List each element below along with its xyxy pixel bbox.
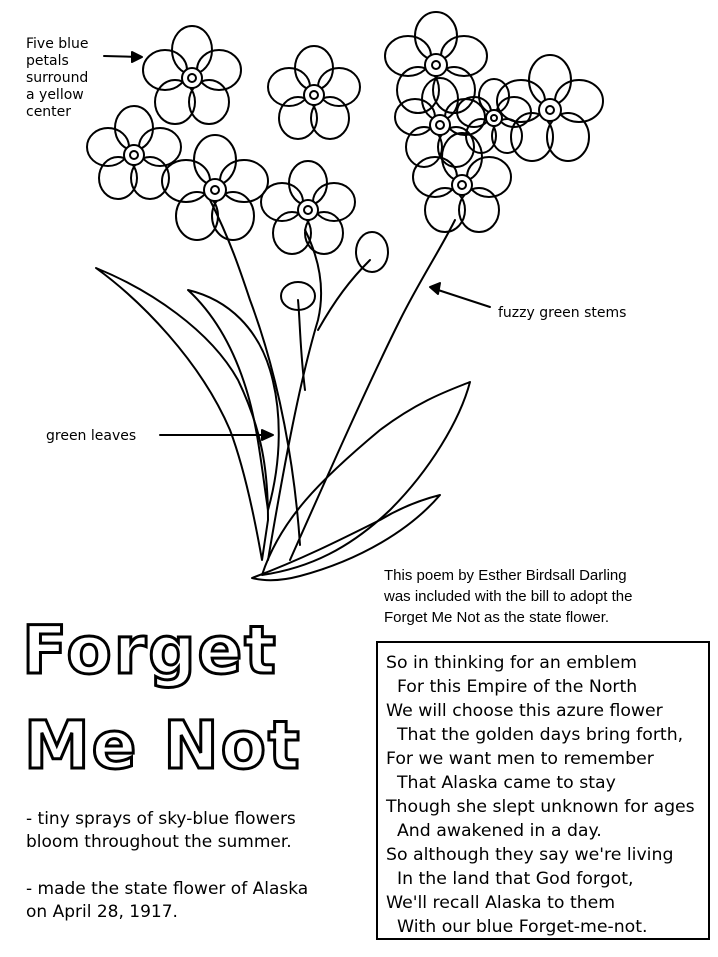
poem-line: We'll recall Alaska to them [386,893,616,913]
left-leaf [96,268,268,560]
flower-9 [457,79,531,153]
poem-line: With our blue Forget-me-not. [386,917,648,937]
poem-line: We will choose this azure flower [386,701,663,721]
poem-line: For this Empire of the North [386,677,638,697]
stems-annotation: fuzzy green stems [498,305,627,321]
stem-bud2 [298,300,305,390]
poem-line: That the golden days bring forth, [386,725,684,745]
poem-intro: This poem by Esther Birdsall Darling was included with the bill to adopt the Forget Me Not as the state flower. [384,567,633,626]
poem-box [376,641,710,940]
flower-8 [497,55,603,161]
poem-line: That Alaska came to stay [386,773,616,793]
petals-annotation: Five blue petals surround a yellow center [26,36,89,120]
arrow-stems [430,283,490,307]
title-line-1: Forget [22,612,278,689]
bud-1 [356,232,388,272]
poem-line: So although they say we're living [386,845,674,865]
poem-line: So in thinking for an emblem [386,653,637,673]
stem-bud [318,260,370,330]
facts: - tiny sprays of sky-blue flowers bloom throughout the summer. - made the state flower of Alaska on April 28, 1917. [26,809,309,922]
flower-4 [162,135,268,240]
poem-line: And awakened in a day. [386,821,602,841]
poem-line: Though she slept unknown for ages [386,797,695,817]
flower-1 [143,26,241,124]
leaves-annotation: green leaves [46,428,137,444]
flower-2 [268,46,360,139]
poem-line: In the land that God forgot, [386,869,634,889]
stem-left [210,200,300,545]
poem-line: For we want men to remember [386,749,654,769]
flower-5 [261,161,355,254]
flower-3 [87,106,181,199]
arrow-petals [104,52,142,62]
title-line-2: Me Not [24,707,302,784]
